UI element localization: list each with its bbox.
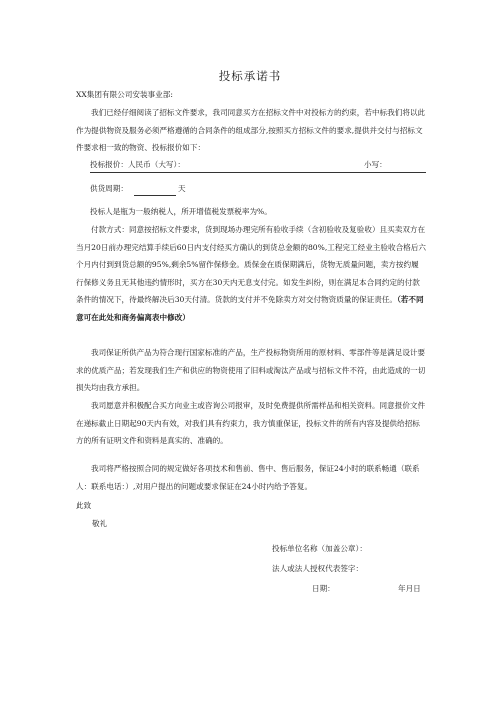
sign-date-ymd: 年月日	[398, 584, 421, 593]
intro-paragraph: 我们已经仔细阅读了招标文件要求，我司同意买方在招标文件中对投标方的约束，若中标我们将以此作为提供物资及服务必须严格遵循的合同条件的组成部分,按照买方招标文件的要求,提供并交付与招标文件要求相一致的物资、投标报价如下：	[76, 108, 426, 153]
validity-paragraph: 我司愿意并积极配合买方向业主或咨询公司报审，及时免费提供所需样品和相关资料。同意报价文件在递标截止日期起90天内有效，对我们具有约束力，我方慎重保证，投标文件的所有内容及提供给招标方的所有证明文件和资料是真实的、准确的。	[76, 401, 426, 446]
addressee: XX集团有限公司安装事业部:	[76, 90, 173, 99]
payment-text: 付款方式：同意按招标文件要求，货到现场办理完所有验收手续（含初验收及复验收）且买卖双方在当月20日前办理完结算手续后60日内支付经买方确认的到货总金额的80%,工程完工经业主验收合格后六个月内付到到货总额的95%,剩余5%留作保修金。质保金在质保期满后，货物无质量问题，卖方按约履行保修义务且无其他违约情形时，买方在30天内无息支付完。如发生纠纷，则在满足本合同约定的付款条件的情况下，待最终解决后30天付清。货款的支付并不免除卖方对交付物资质量的保证责任。	[76, 225, 426, 305]
taxpayer-statement: 投标人是瓶为一般纳税人，所开增值税发票税率为%。	[90, 207, 272, 216]
service-paragraph: 我司将严格按照合同的规定做好各项技术和售前、售中、售后服务，保证24小时的联系畅通（联系人：联系电话：）,对用户提出的问题或要求保证在24小时内给予答复。	[76, 464, 420, 491]
lowercase-label: 小写：	[364, 160, 387, 169]
payment-note: （若不同意可在此处和商务偏离表中修改）	[76, 295, 424, 322]
sign-date-label: 日期：	[312, 584, 335, 593]
bid-price-underline	[90, 172, 426, 173]
sign-representative: 法人或法人授权代表签字：	[272, 564, 364, 573]
doc-title: 投标承诺书	[218, 69, 282, 83]
payment-paragraph	[76, 221, 426, 327]
sign-company: 投标单位名称（加盖公章）：	[272, 544, 367, 553]
closing-text: 此致	[76, 501, 92, 510]
bid-price-label: 投标报价：人民币（大写）：	[90, 160, 185, 169]
supply-cycle-unit: 天	[178, 184, 186, 193]
supply-cycle-underline	[134, 195, 176, 196]
quality-paragraph: 我司保证所供产品为符合现行国家标准的产品，生产投标物资所用的原材料、零部件等是满足设计要求的优质产品；若发现我们生产和供应的物资使用了旧料或淘汰产品或与招标文件不符，由此造成的一切损失均由我方承担。	[76, 348, 426, 393]
salute-text: 敬礼	[92, 519, 108, 528]
supply-cycle-label: 供货周期：	[90, 184, 128, 193]
